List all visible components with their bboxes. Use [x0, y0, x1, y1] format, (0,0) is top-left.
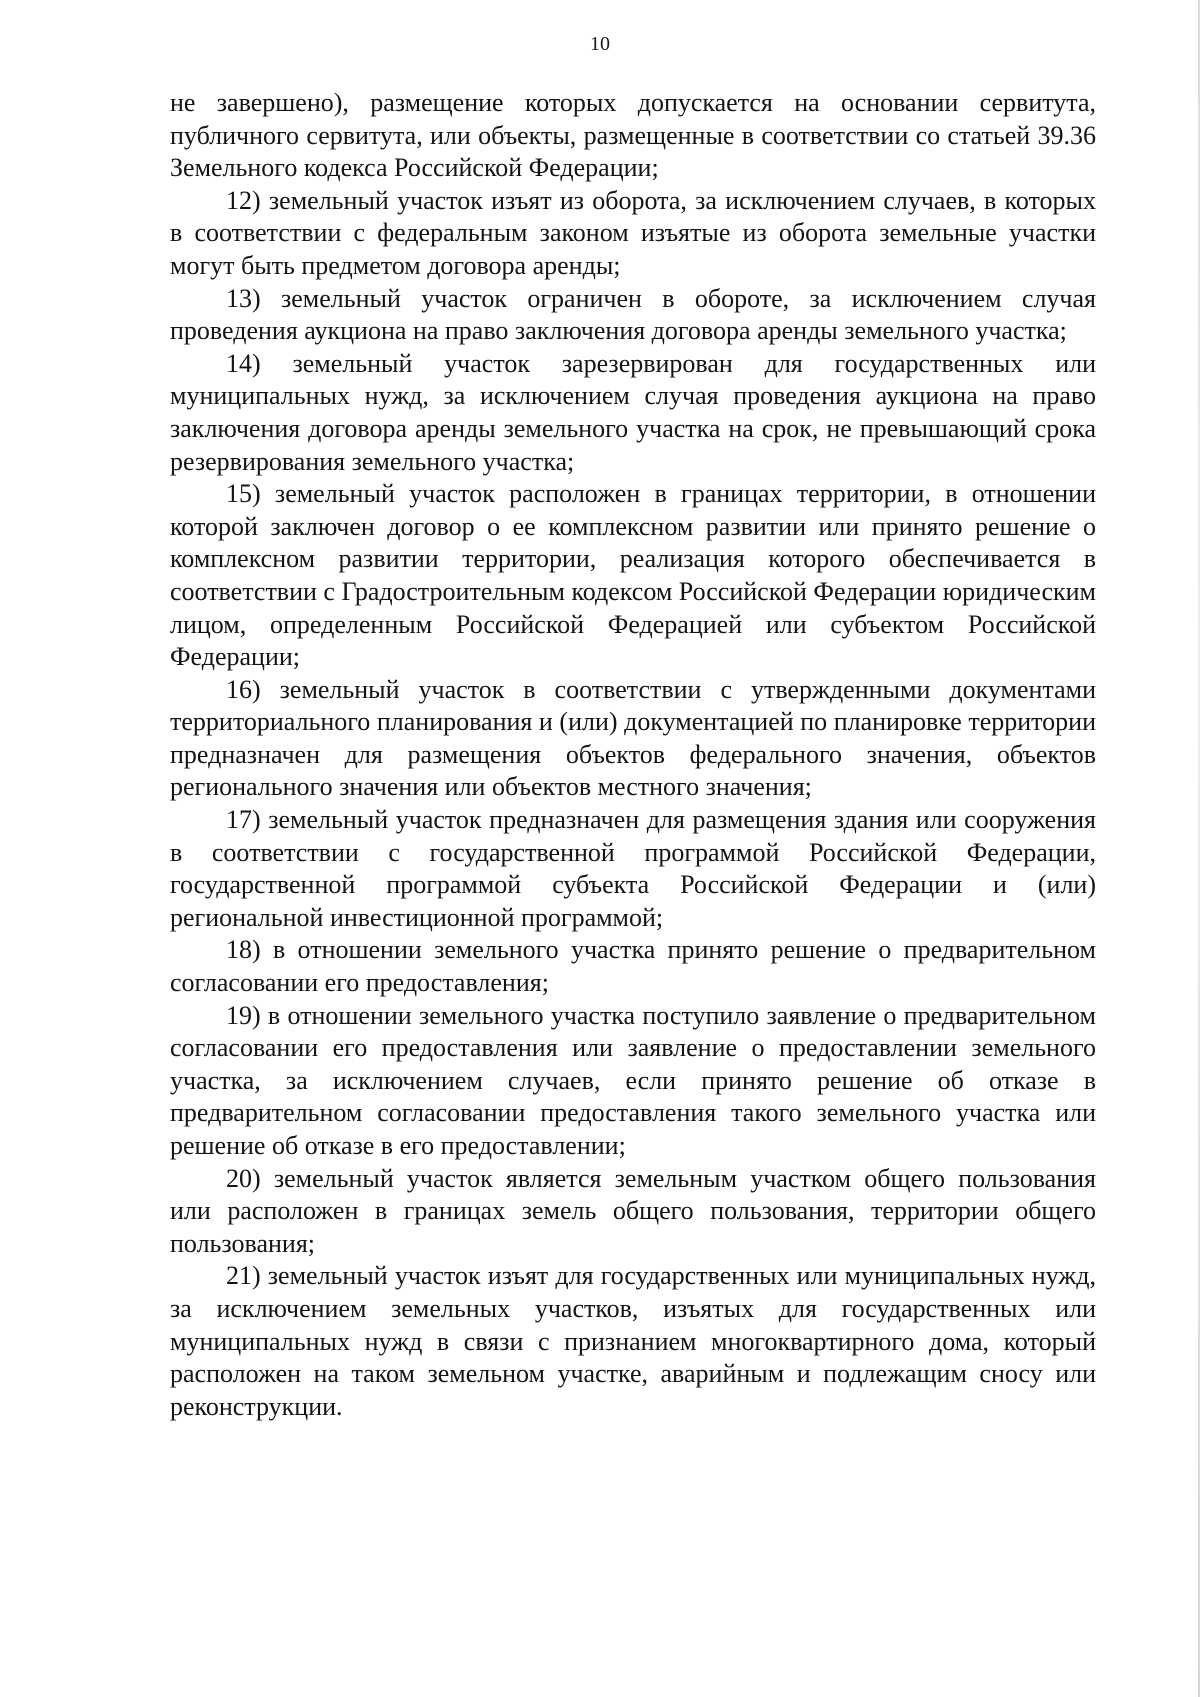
paragraph-item-16: 16) земельный участок в соответствии с утвержденными документами территориального планирования и (или) документацией по планировке территории предназначен для размещения объектов федерального значения, объектов регионального значения или объектов местного значения;	[170, 674, 1096, 802]
page-number: 10	[590, 33, 610, 55]
paragraph-item-15: 15) земельный участок расположен в границах территории, в отношении которой заключен договор о ее комплексном развитии или принято решение о комплексном развитии территории, реализация которого обеспечивается в соответствии с Градостроительным кодексом Российской Федерации юридическим лицом, определенным Российской Федерацией или субъектом Российской Федерации;	[170, 479, 1096, 672]
paragraph-item-19: 19) в отношении земельного участка поступило заявление о предварительном согласовании его предоставления или заявление о предоставлении земельного участка, за исключением случаев, если принято решение об отказе в предварительном согласовании предоставления такого земельного участка или решение об отказе в его предоставлении;	[170, 1000, 1096, 1160]
paragraph-item-21: 21) земельный участок изъят для государственных или муниципальных нужд, за исключением земельных участков, изъятых для государственных или муниципальных нужд в связи с признанием многоквартирного дома, который расположен на таком земельном участке, аварийным и подлежащим сносу или реконструкции.	[170, 1261, 1096, 1421]
paragraph-item-17: 17) земельный участок предназначен для размещения здания или сооружения в соответствии с государственной программой Российской Федерации, государственной программой субъекта Российской Федерации и (или) региональной инвестиционной программой;	[170, 805, 1096, 932]
paragraph-item-14: 14) земельный участок зарезервирован для государственных или муниципальных нужд, за исключением случая проведения аукциона на право заключения договора аренды земельного участка на срок, не превышающий срока резервирования земельного участка;	[170, 348, 1096, 476]
paragraph-item-12: 12) земельный участок изъят из оборота, за исключением случаев, в которых в соответствии с федеральным законом изъятые из оборота земельные участки могут быть предметом договора аренды;	[170, 185, 1096, 280]
paragraph-item-18: 18) в отношении земельного участка принято решение о предварительном согласовании его предоставления;	[170, 935, 1096, 998]
document-body	[170, 87, 1096, 1423]
paragraph-item-13: 13) земельный участок ограничен в обороте, за исключением случая проведения аукциона на право заключения договора аренды земельного участка;	[170, 283, 1096, 346]
paragraph-item-20: 20) земельный участок является земельным участком общего пользования или расположен в границах земель общего пользования, территории общего пользования;	[170, 1163, 1096, 1258]
paragraph-continuation: не завершено), размещение которых допускается на основании сервитута, публичного сервитута, или объекты, размещенные в соответствии со статьей 39.36 Земельного кодекса Российской Федерации;	[170, 88, 1096, 183]
